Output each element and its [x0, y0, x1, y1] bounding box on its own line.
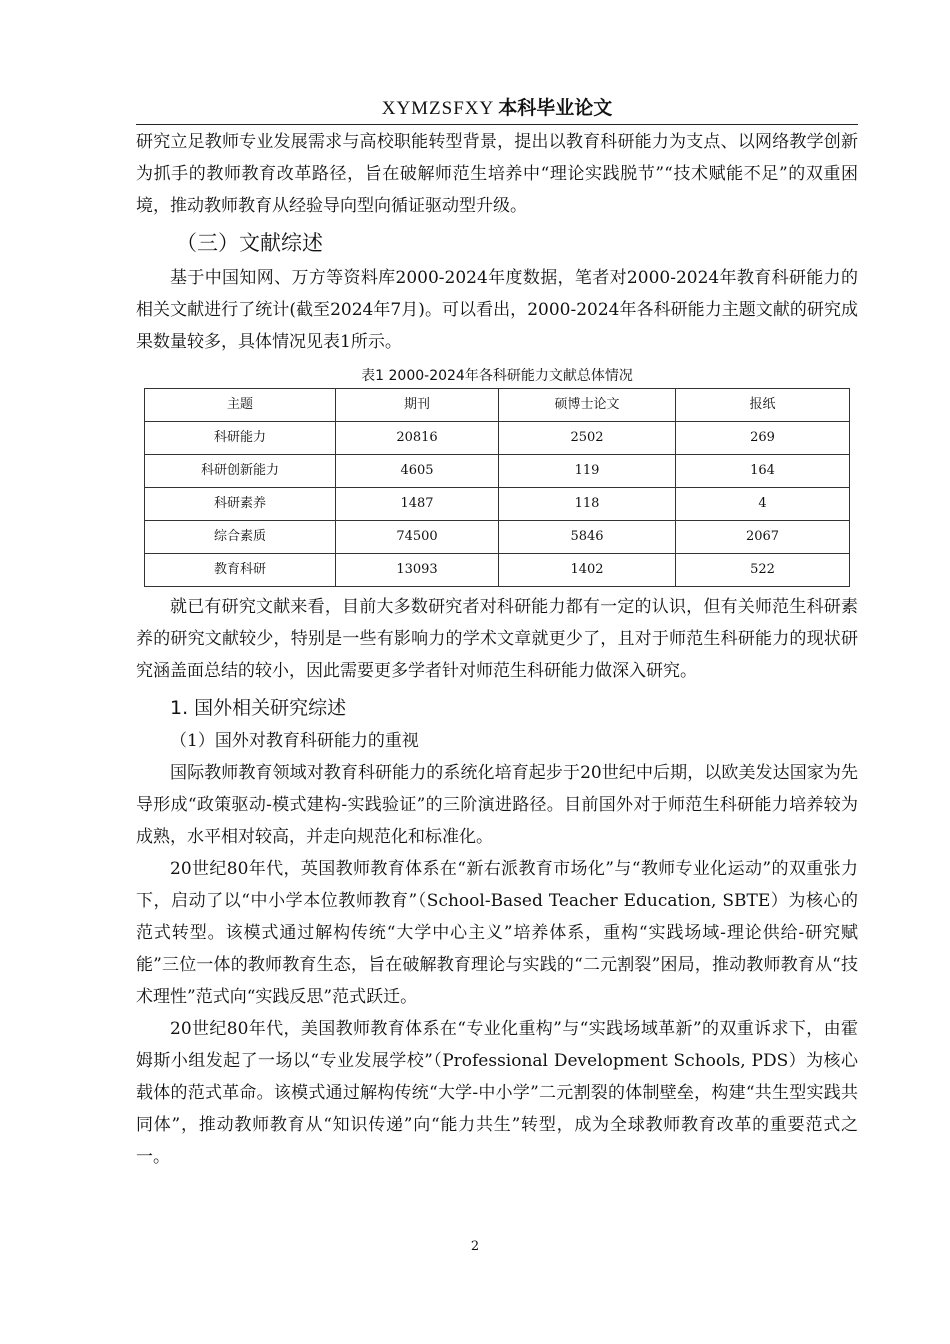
table-row [145, 455, 850, 488]
section-title: （三）文献综述 [176, 231, 323, 255]
table-cell: 4 [676, 488, 850, 521]
table-cell: 118 [499, 488, 676, 521]
header-right-text: 本科毕业论文 [498, 97, 613, 119]
table-header-cell: 报纸 [676, 389, 850, 422]
table-cell: 20816 [336, 422, 499, 455]
table-cell: 1402 [499, 554, 676, 587]
table-cell: 269 [676, 422, 850, 455]
table-cell: 119 [499, 455, 676, 488]
table-row [145, 521, 850, 554]
table-cell: 综合素质 [145, 521, 336, 554]
table-cell: 74500 [336, 521, 499, 554]
table-header-row [145, 389, 850, 422]
table-cell: 1487 [336, 488, 499, 521]
table-cell: 164 [676, 455, 850, 488]
page-number: 2 [470, 1239, 480, 1254]
paragraph-statistics: 基于中国知网、万方等资料库2000-2024年度数据，笔者对2000-2024年教育科研能力的相关文献进行了统计(截至2024年7月)。可以看出，2000-2024年各科研能力主题文献的研究成果数量较多，具体情况见表1所示。 [136, 268, 858, 352]
table-cell: 522 [676, 554, 850, 587]
table-header-cell: 硕博士论文 [499, 389, 676, 422]
table-caption: 表1 2000-2024年各科研能力文献总体情况 [361, 368, 633, 384]
subsection-heading: 1. 国外相关研究综述 [170, 697, 347, 719]
table-cell: 科研创新能力 [145, 455, 336, 488]
paragraph-us: 20世纪80年代，美国教师教育体系在“专业化重构”与“实践场域革新”的双重诉求下，由霍姆斯小组发起了一场以“专业发展学校”（Professional Development Schools, PDS）为核心载体的范式革命。该模式通过解构传统“大学-中小学”二元割裂的体制壁垒，构建“共生型实践共同体”，推动教师教育从“知识传递”向“能力共生”转型，成为全球教师教育改革的重要范式之一。 [136, 1019, 858, 1167]
header-left-text: XYMZSFXY [381, 98, 495, 119]
table-header-cell: 期刊 [336, 389, 499, 422]
paragraph-international: 国际教师教育领域对教育科研能力的系统化培育起步于20世纪中后期，以欧美发达国家为先导形成“政策驱动-模式建构-实践验证”的三阶演进路径。目前国外对于师范生科研能力培养较为成熟，水平相对较高，并走向规范化和标准化。 [136, 763, 858, 847]
table-cell: 2502 [499, 422, 676, 455]
table-cell: 4605 [336, 455, 499, 488]
table-cell: 教育科研 [145, 554, 336, 587]
paragraph-intro-continued: 研究立足教师专业发展需求与高校职能转型背景，提出以教育科研能力为支点、以网络教学创新为抓手的教师教育改革路径，旨在破解师范生培养中“理论实践脱节”“技术赋能不足”的双重困境，推动教师教育从经验导向型向循证驱动型升级。 [136, 132, 858, 216]
sub-heading: （1）国外对教育科研能力的重视 [170, 731, 419, 751]
paragraph-uk: 20世纪80年代，英国教师教育体系在“新右派教育市场化”与“教师专业化运动”的双重张力下，启动了以“中小学本位教师教育”（School-Based Teacher Education, SBTE）为核心的范式转型。该模式通过解构传统“大学中心主义”培养体系，重构“实践场域-理论供给-研究赋能”三位一体的教师教育生态，旨在破解教育理论与实践的“二元割裂”困局，推动教师教育从“技术理性”范式向“实践反思”范式跃迁。 [136, 859, 858, 1007]
table-row [145, 422, 850, 455]
table-row [145, 488, 850, 521]
table-cell: 科研素养 [145, 488, 336, 521]
table-cell: 13093 [336, 554, 499, 587]
page-header [136, 94, 858, 125]
page-body [136, 126, 858, 1173]
table-header-cell: 主题 [145, 389, 336, 422]
table-cell: 5846 [499, 521, 676, 554]
table-row [145, 554, 850, 587]
literature-table [144, 388, 850, 587]
table-cell: 科研能力 [145, 422, 336, 455]
table-cell: 2067 [676, 521, 850, 554]
paragraph-research-gap: 就已有研究文献来看，目前大多数研究者对科研能力都有一定的认识，但有关师范生科研素养的研究文献较少，特别是一些有影响力的学术文章就更少了，且对于师范生科研能力的现状研究涵盖面总结的较小，因此需要更多学者针对师范生科研能力做深入研究。 [136, 597, 858, 681]
